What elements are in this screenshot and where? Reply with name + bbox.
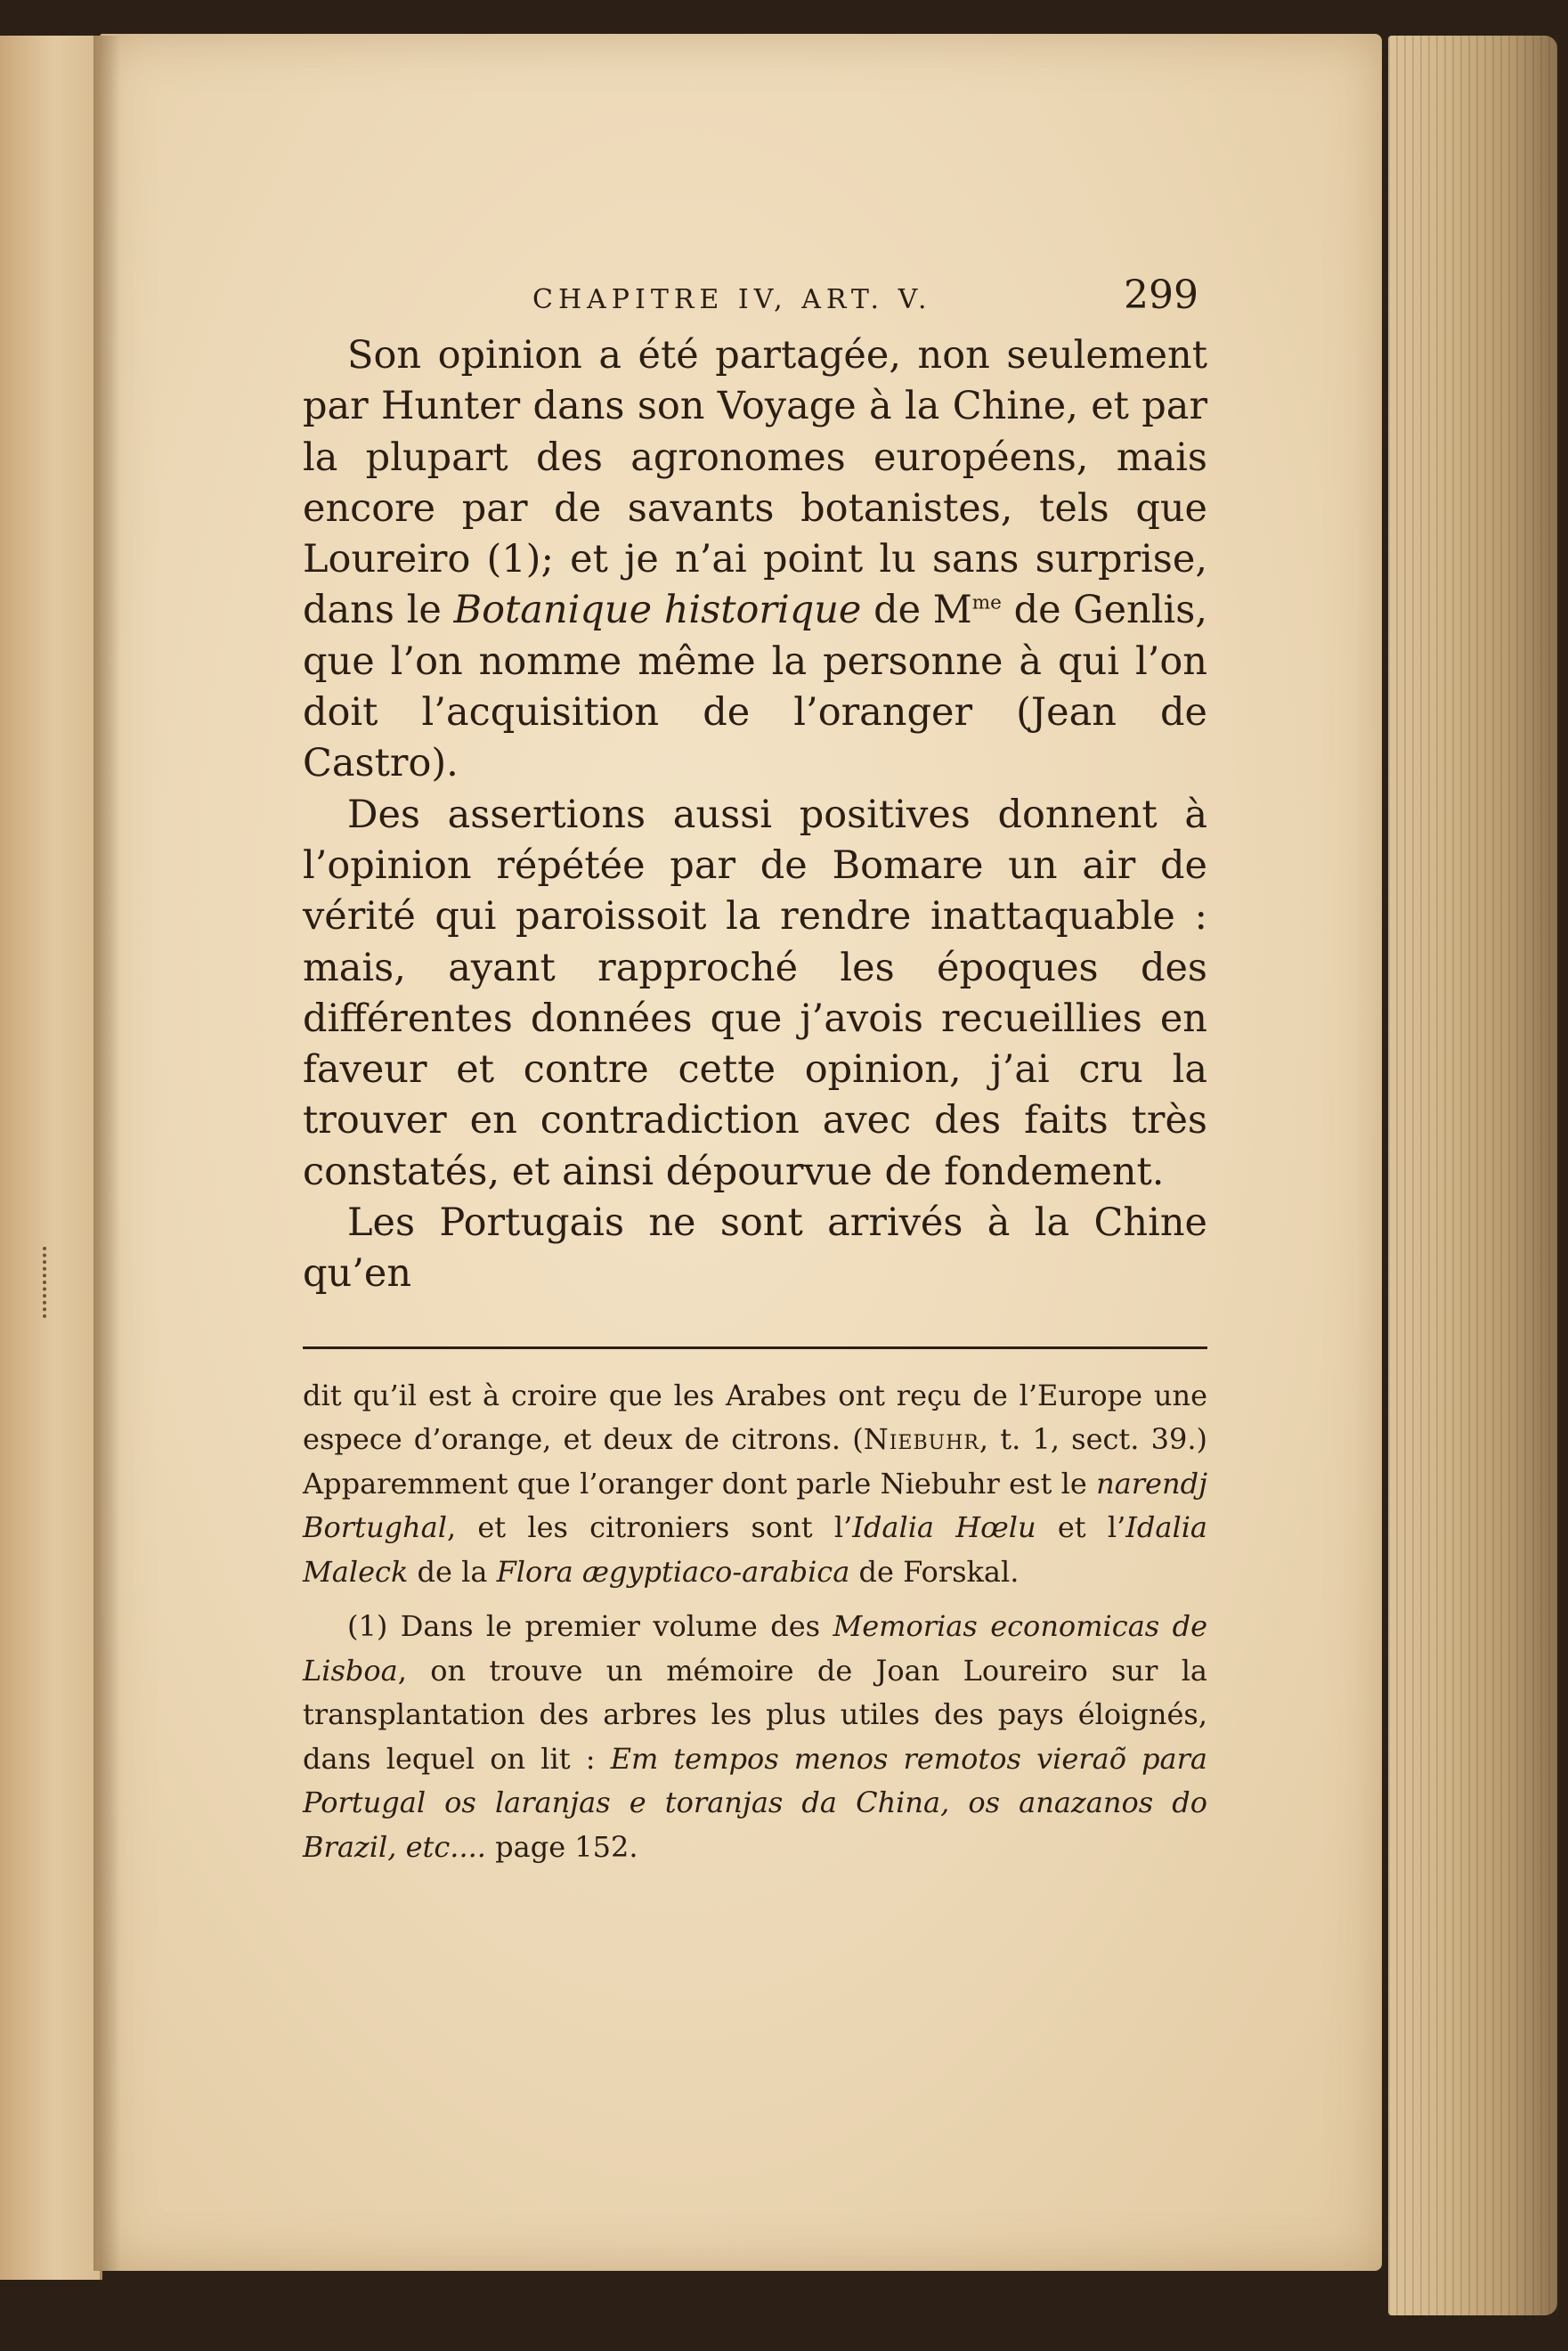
footnote-text: page 152. [485, 1829, 638, 1864]
footnote-text: , on trouve un mémoire de Joan Loureiro sur la transplantation des arbres les plus utiles des pays éloignés, dans lequel on lit : [303, 1653, 1207, 1776]
footnote-text: , t. 1, sect. 39.) Apparemment que l’oranger dont parle Niebuhr est le [303, 1422, 1208, 1501]
book-title-italic: Botanique historique [453, 588, 862, 633]
author-small-caps: Niebuhr [863, 1422, 979, 1457]
page-content [303, 273, 1207, 1869]
footnote-text: dit qu’il est à croire que les Arabes ont reçu de l’Europe une espece d’orange, et deux de citrons. ( [303, 1378, 1207, 1457]
verso-page-edge [0, 36, 102, 2280]
paragraph-1 [303, 330, 1207, 790]
running-head [303, 273, 1207, 318]
footnote-italic: Idalia Maleck [303, 1510, 1207, 1589]
footnote-text: et l’ [1036, 1510, 1126, 1545]
superscript-me: me [971, 592, 1002, 615]
running-head-title: CHAPITRE IV, ART. V. [532, 284, 932, 315]
footnote-italic: narendj Bortughal [303, 1466, 1207, 1545]
paragraph-1-text: de Genlis, que l’on nomme même la personne à qui l’on doit l’acquisition de l’oranger (Jean de Castro). [303, 588, 1207, 786]
paragraph-1-text: Son opinion a été partagée, non seulement par Hunter dans son Voyage à la Chine, et par la plupart des agronomes européens, mais encore par de savants botanistes, tels que Loureiro (1); et je n’ai point lu sans surprise, dans le [303, 333, 1207, 633]
footnote-text: de Forskal. [849, 1554, 1020, 1589]
body-text [303, 330, 1207, 1300]
footnotes [303, 1374, 1207, 1870]
footnote-italic: Flora ægyptiaco-arabica [496, 1554, 850, 1589]
paragraph-2: Des assertions aussi positives donnent à l’opinion répétée par de Bomare un air de vérité qui paroissoit la rendre inattaquable : mais, ayant rapproché les époques des différentes données que j’avois recueillies en faveur et contre cette opinion, j’ai cru la trouver en contradiction avec des faits très constatés, et ainsi dépourvue de fondement. [303, 792, 1207, 1194]
footnote-rule [303, 1346, 1207, 1349]
page-number: 299 [1124, 273, 1198, 318]
footnote-quote-italic: Em tempos menos remotos vieraõ para Portugal os laranjas e toranjas da China, os anazanos do Brazil, etc.... [303, 1741, 1208, 1864]
footnote-text: (1) Dans le premier volume des [347, 1609, 833, 1644]
page-stack-edge [1388, 36, 1557, 2315]
book-page [100, 34, 1382, 2271]
binding-gutter [93, 36, 120, 2271]
binding-stitch [43, 1247, 66, 1318]
paragraph-1-text: de M [861, 588, 972, 633]
footnote-italic: Memorias economicas de Lisboa [303, 1609, 1207, 1688]
paragraph-3: Les Portugais ne sont arrivés à la Chine qu’en [303, 1200, 1207, 1297]
footnote-1 [303, 1605, 1207, 1869]
footnote-text: , et les citroniers sont l’ [446, 1510, 853, 1545]
footnote-continued [303, 1374, 1207, 1595]
footnote-text: de la [408, 1554, 497, 1589]
footnote-italic: Idalia Hœlu [852, 1510, 1036, 1545]
